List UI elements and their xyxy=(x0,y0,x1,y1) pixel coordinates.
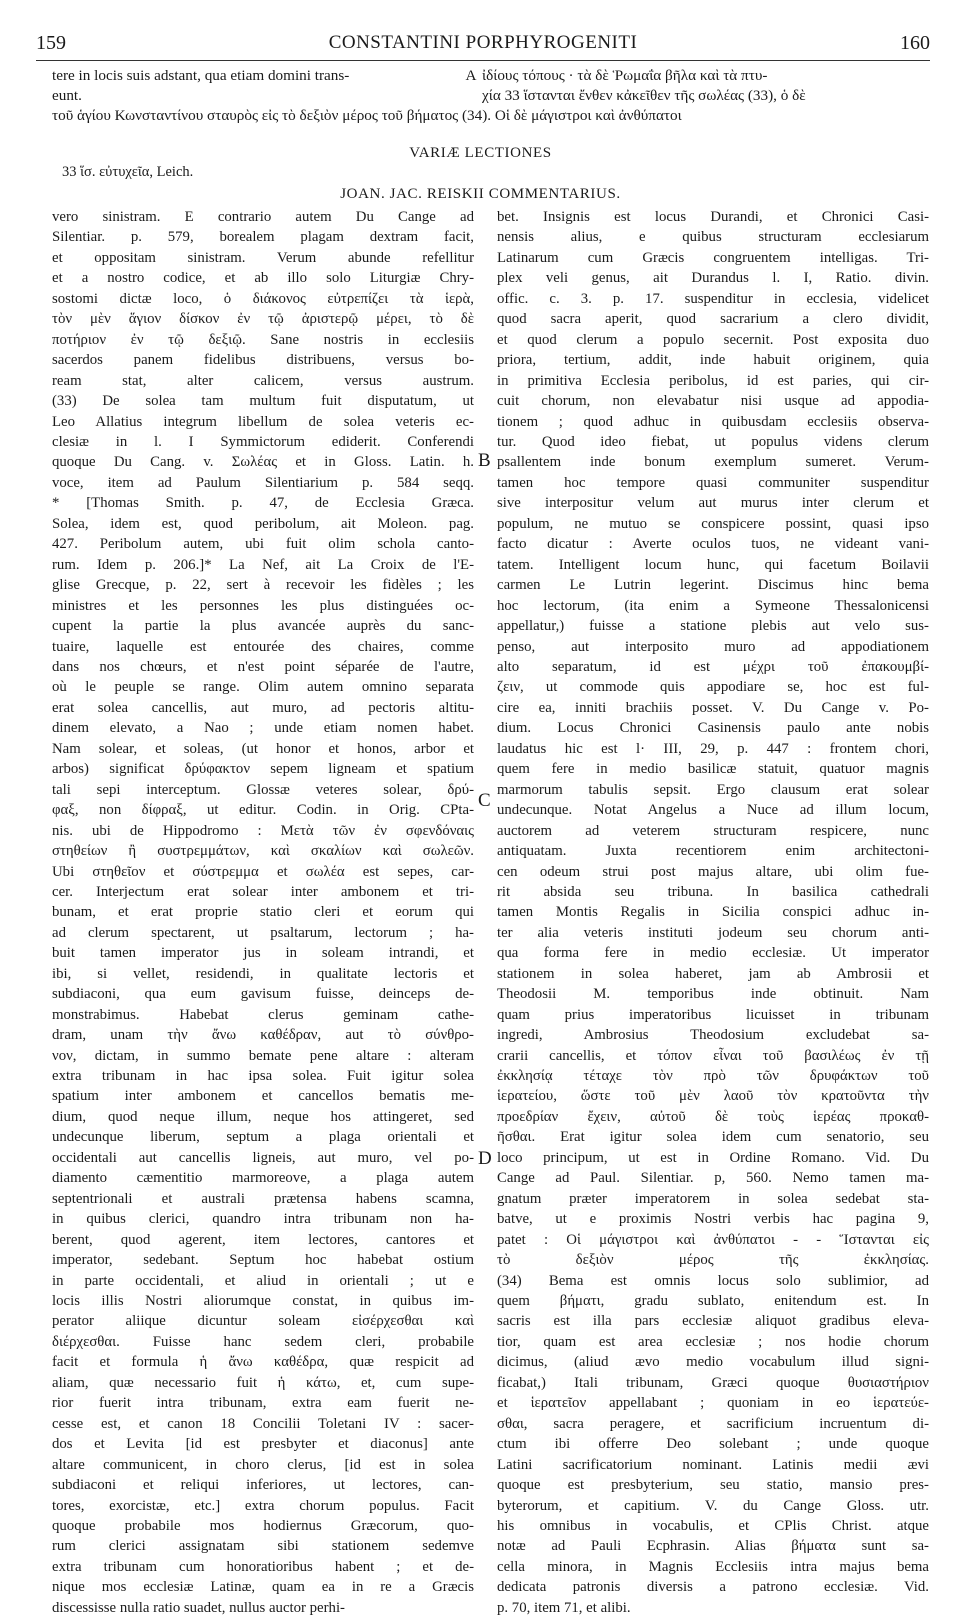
text-line: bunam, et erat proprie statio cleri et eorum qui xyxy=(52,904,474,921)
running-title: CONSTANTINI PORPHYROGENITI xyxy=(328,32,638,53)
main-text-greek-full: τοῦ ἁγίου Κωνσταντίνου σταυρὸς εἰς τὸ δεξιὸν μέρος τοῦ βήματος (34). Οἱ δὲ μάγιστροι καὶ ἀνθύπατοι xyxy=(52,107,682,124)
text-line: sacris est illa pars ecclesiæ aliquot gradibus eleva- xyxy=(497,1313,929,1330)
text-line: in primitiva Ecclesia peribolus, id est paries, qui cir- xyxy=(497,372,929,389)
text-line: (34) Bema est omnis locus solo sublimior, ad xyxy=(497,1272,929,1289)
text-line: διέρχεσθαι. Fuisse hanc sedem cleri, probabile xyxy=(52,1333,474,1350)
text-line: priora, tertium, addit, inde habuit originem, quia xyxy=(497,352,929,369)
text-line: cupent la partie la plus avancée auprès du sanc- xyxy=(52,618,474,635)
text-line: ποτήριον ἐν τῷ δεξιῷ. Sane nostris in ecclesiis xyxy=(52,331,474,348)
text-line: batve, ut e proximis Nostri verbis hac pagina 9, xyxy=(497,1211,929,1228)
text-line: bet. Insignis est locus Durandi, et Chronici Casi- xyxy=(497,209,929,225)
text-line: marmorum tabulis sepsit. Ergo clausum erat solear xyxy=(497,781,929,798)
text-line: nique mos ecclesiæ Latinæ, quam ea in re a Græcis xyxy=(52,1579,474,1596)
text-line: Latinarum cum Græcis congruentem intelligas. Tri- xyxy=(497,249,929,266)
text-line: dium. Locus Chronici Casinensis paulo ante nobis xyxy=(497,720,929,737)
text-line: Ubi στηθεῖον et σύστρεμμα et σωλέα est sepes, car- xyxy=(52,863,474,880)
text-line: facit et formula ἡ ἄνω καθέδρα, quæ respicit ad xyxy=(52,1354,474,1371)
text-line: populum, ne mutuo se conspicere possint, quasi ipso xyxy=(497,515,929,532)
text-line: et oppositam sinistram. Verum abunde refellitur xyxy=(52,249,474,266)
text-line: quoque probabile mos hodiernus Græcorum, quo- xyxy=(52,1518,474,1534)
text-line: hoc lectorum, (ita enim a Symeone Thessalonicensi xyxy=(497,597,929,614)
text-line: tionem ; quod adhuc in quibusdam ecclesiis observa- xyxy=(497,413,929,430)
text-line: erat solea cancellis, aut muro, ad pectoris altitu- xyxy=(52,699,474,716)
text-line: spatium inter ambonem et cancellos bematis me- xyxy=(52,1088,474,1105)
text-line: arbos) significat δρύφακτον sepem ligneam et spatium xyxy=(52,761,474,778)
text-line: facto dicatur : Averte oculos tuos, ne videant vani- xyxy=(497,536,929,553)
page-number-right: 160 xyxy=(900,32,930,54)
text-line: rior fuerit intra tribunam, extra eam fuerit ne- xyxy=(52,1395,474,1412)
section-marker-c: C xyxy=(478,790,491,811)
main-text-greek: ἰδίους τόπους · τὰ δὲ Ῥωμαΐα βῆλα καὶ τὰ πτυ- xyxy=(482,67,768,84)
text-line: dinem elevato, a Nao ; unde etiam nomen habet. xyxy=(52,720,474,737)
text-line: ibi, si vellet, residendi, in qualitate lectoris et xyxy=(52,965,474,982)
main-text xyxy=(52,66,932,126)
text-line: offic. c. 3. p. 17. suspenditur in ecclesia, videlicet xyxy=(497,290,929,307)
text-line: imperator, sedebant. Septum hoc habebat ostium xyxy=(52,1252,474,1269)
text-line: ῆσθαι. Erat igitur solea idem cum senatorio, seu xyxy=(497,1129,929,1146)
text-line: cesse est, et canon 18 Concilii Toletani IV : sacer- xyxy=(52,1415,474,1432)
text-line: septentrionali et australi prætensa habens scamna, xyxy=(52,1190,474,1207)
text-line: psallentem inde bonum exemplum sumeret. Verum- xyxy=(497,454,929,471)
text-line: cen odeum strui post majus altare, ubi olim fue- xyxy=(497,863,929,880)
text-line: undecunque liberum, septum a plaga orientali et xyxy=(52,1129,474,1146)
text-line: discessisse nulla ratio suadet, nullus auctor perhi- xyxy=(52,1599,345,1616)
text-line: dans nos chœurs, et n'est point séparée de l'autre, xyxy=(52,658,474,675)
text-line: ἱερατείου, ὥστε τοῦ μὲν λαοῦ τὸν κρατοῦντα τὴν xyxy=(497,1088,929,1105)
text-line: ad clerum spectarent, ut psaltarum, lectorum ; ha- xyxy=(52,924,474,941)
text-line: stationem in solea haberet, jam ab Ambrosii et xyxy=(497,965,929,982)
text-line: subdiaconi, qua eum gavisum fuisse, deinceps de- xyxy=(52,986,474,1003)
commentary-heading: JOAN. JAC. REISKII COMMENTARIUS. xyxy=(340,186,621,202)
text-line: dos et Levita [id est presbyter et diaconus] ante xyxy=(52,1436,474,1453)
text-line: quam prius imperatoribus licuisset in tribunam xyxy=(497,1006,929,1023)
text-line: notæ ad Pauli Ecphrasin. Alias βήματα sunt sa- xyxy=(497,1538,929,1555)
text-line: dedicata patronis diversis a patrono ecclesiæ. Vid. xyxy=(497,1579,929,1596)
text-line: subdiaconi et reliqui inferiores, ut lectores, can- xyxy=(52,1477,474,1494)
text-line: in quibus clerici, quandro intra tribunam non ha- xyxy=(52,1211,474,1228)
text-line: tores, exorcistæ, etc.] extra chorum populus. Facit xyxy=(52,1497,474,1514)
text-line: ream stat, alter calicem, versus austrum. xyxy=(52,372,474,389)
text-line: nensis alius, e quibus structuram ecclesiarum xyxy=(497,229,929,246)
text-line: quoque Du Cang. v. Σωλέας et in Gloss. Latin. h. xyxy=(52,454,474,471)
text-line: cire ea, inniti brachiis posset. V. Du Cange v. Po- xyxy=(497,699,929,716)
text-line: στηθείων ἢ συστρεμμάτων, καὶ σκαλίων καὶ σωλεῶν. xyxy=(52,843,474,860)
text-line: Solea, idem est, quod peribolum, ait Moleon. pag. xyxy=(52,515,474,532)
text-line: τὸ δεξιὸν μέρος τῆς ἐκκλησίας. xyxy=(497,1252,929,1269)
text-line: quoque est presbyterium, seu statio, mansio pres- xyxy=(497,1477,929,1494)
text-line: auctorem ad veterem structuram respicere, nunc xyxy=(497,822,929,839)
page-number-left: 159 xyxy=(36,32,66,54)
text-line: dram, unam τὴν ἄνω καθέδραν, aut τὸ σύνθρο- xyxy=(52,1027,474,1044)
text-line: crarii cancellis, et τόπον εἶναι τοῦ βασιλέως ἐν τῇ xyxy=(497,1047,929,1064)
text-line: extra tribunam in hac ipsa solea. Fuit igitur solea xyxy=(52,1068,474,1085)
text-line: perator aliique dicuntur soleam εἰσέρχεσθαι καὶ xyxy=(52,1313,474,1330)
text-line: p. 70, item 71, et alibi. xyxy=(497,1599,631,1616)
text-line: undecunque. Notat Angelus a Nuce ad illum locum, xyxy=(497,802,929,819)
text-line: nis. ubi de Hippodromo : Μετὰ τῶν ἐν σφενδόναις xyxy=(52,822,474,839)
section-marker-a: A xyxy=(465,67,477,84)
commentary-left-column xyxy=(52,207,474,1618)
text-line: ficabat,) Itali tribunam, Græci quoque θυσιαστήριον xyxy=(497,1374,929,1391)
text-line: his omnibus in vocabulis, et CPlis Christ. atque xyxy=(497,1518,929,1534)
text-line: sacerdos panem fidelibus distribuens, versus bo- xyxy=(52,352,474,369)
text-line: (33) De solea tam multum fuit disputatum, ut xyxy=(52,393,474,410)
text-line: laudatus hic est l· III, 29, p. 447 : frontem chori, xyxy=(497,740,929,757)
text-line: quem βήματι, gradu sublato, enitendum est. In xyxy=(497,1293,929,1310)
text-line: in parte occidentali, et aliud in orientali ; ut e xyxy=(52,1272,474,1289)
text-line: τὸν μὲν ἅγιον δίσκον ἐν τῷ ἀριστερῷ μέρει, τὸ δὲ xyxy=(52,311,474,328)
text-line: Theodosii M. temporibus inde obtinuit. Nam xyxy=(497,986,929,1003)
text-line: et a nostro codice, et ab illo solo Liturgiæ Chry- xyxy=(52,270,474,287)
text-line: dicimus, (aliud ævo medio vocabulum illud signi- xyxy=(497,1354,929,1371)
text-line: προεδρίαν ἔχειν, αὐτοῦ δὲ τοὺς ἱερέας προκαθ- xyxy=(497,1108,929,1125)
text-line: antiquatam. Juxta recentiorem enim architectoni- xyxy=(497,843,929,860)
text-line: sostomi dictæ loco, ὁ διάκονος εὐτρεπίζει τὰ ἱερὰ, xyxy=(52,290,474,307)
text-line: sive interpositur velum aut murus inter clerum et xyxy=(497,495,929,512)
main-text-greek: χία 33 ἵστανται ἔνθεν κἀκεῖθεν τῆς σωλέας (33), ὁ δὲ xyxy=(482,87,806,104)
variae-lectiones-heading: VARIÆ LECTIONES xyxy=(409,145,552,161)
text-line: tamen Montis Regalis in Sicilia conspici adhuc in- xyxy=(497,904,929,921)
variant-reading: 33 ἵσ. εὐτυχεῖα, Leich. xyxy=(62,164,194,180)
text-line: diamento cæmentitio marmoreove, a plaga autem xyxy=(52,1170,474,1187)
main-text-latin: eunt. xyxy=(52,87,82,104)
text-line: rum. Idem p. 206.]* La Nef, ait La Croix de l'E- xyxy=(52,556,474,573)
text-line: φαξ, non δίφραξ, ut editur. Codin. in Orig. CPta- xyxy=(52,802,474,819)
text-line: extra tribunam cum honoratioribus habent ; et de- xyxy=(52,1558,474,1575)
section-marker-d: D xyxy=(478,1148,492,1169)
text-line: patet : Οἱ μάγιστροι καὶ ἀνθύπατοι - - Ἵστανται εἰς xyxy=(497,1231,929,1248)
text-line: et quod clerum a populo secernit. Post exposita duo xyxy=(497,331,929,348)
text-line: Leo Allatius integrum libellum de solea veteris ec- xyxy=(52,413,474,430)
text-line: tuaire, laquelle est entourée des chaires, comme xyxy=(52,638,474,655)
text-line: vero sinistram. E contrario autem Du Cange ad xyxy=(52,209,474,225)
text-line: Nam solear, et soleas, (ut honor et honos, arbor et xyxy=(52,740,474,757)
text-line: νον, dictam, in summo bemate pene altare : alteram xyxy=(52,1047,474,1064)
text-line: cer. Interjectum erat solear inter ambonem et tri- xyxy=(52,883,474,900)
text-line: tali sepi interceptum. Glossæ veteres solear, δρύ- xyxy=(52,781,474,798)
header-rule xyxy=(36,60,930,61)
main-text-latin: tere in locis suis adstant, qua etiam domini trans- xyxy=(52,67,350,84)
text-line: dium, quod neque illum, neque hos attingeret, sed xyxy=(52,1108,474,1125)
text-line: Cange ad Paul. Silentiar. p, 560. Nemo tamen ma- xyxy=(497,1170,929,1187)
text-line: occidentali aut cancellis ligneis, aut muro, vel po- xyxy=(52,1149,474,1166)
commentary-right-column xyxy=(497,207,929,1618)
text-line: berent, quod agerent, item lectores, cantores et xyxy=(52,1231,474,1248)
text-line: tatem. Intelligent locum hunc, qui facetum Boilavii xyxy=(497,556,929,573)
main-text-line xyxy=(52,66,932,86)
text-line: plex veli genus, ait Durandus l. I, Ratio. divin. xyxy=(497,270,929,287)
section-marker-b: B xyxy=(478,450,491,471)
text-line: rit absida seu tribuna. In basilica cathedrali xyxy=(497,883,929,900)
text-line: carmen Le Lutrin legerint. Discimus hinc bema xyxy=(497,577,929,594)
text-line: rum clerici assignatam sibi stationem sedemve xyxy=(52,1538,474,1555)
text-line: quod sacra aperit, quod sacrarium a clero dividit, xyxy=(497,311,929,328)
text-line: monstrabimus. Habebat clerus geminam cathe- xyxy=(52,1006,474,1023)
text-line: Silentiar. p. 579, borealem plagam dextram facit, xyxy=(52,229,474,246)
text-line: ἐκκλησίᾳ τέταχε τὸν πρὸ τῶν δρυφάκτων τοῦ xyxy=(497,1068,929,1085)
text-line: qua forma fere in medio ecclesiæ. Ut imperator xyxy=(497,945,929,962)
text-line: quem fere in medio basilicæ statuit, quatuor magnis xyxy=(497,761,929,778)
text-line: loco principum, ut est in Ordine Romano. Vid. Du xyxy=(497,1149,929,1166)
text-line: tamen hoc tempore quasi communiter suspenditur xyxy=(497,474,929,491)
text-line: et ἱερατεῖον appellabant ; quoniam in eo ἱερατεύε- xyxy=(497,1395,929,1412)
text-line: altare communicent, in choro clerus, [id est in solea xyxy=(52,1456,474,1473)
text-line: clesiæ in l. I Symmictorum ediderit. Conferendi xyxy=(52,433,474,450)
text-line: glise Grecque, p. 22, sert à recevoir les fidèles ; les xyxy=(52,577,474,594)
text-line: ζειν, ut commode quis appodiare se, hoc est ful- xyxy=(497,679,929,696)
text-line: ingredi, Ambrosius Theodosium excludebat sa- xyxy=(497,1027,929,1044)
text-line: locis illis Nostri aliorumque constat, in quibus im- xyxy=(52,1293,474,1310)
main-text-line xyxy=(52,86,932,106)
text-line: gnatum præter imperatorem in solea sedebat sta- xyxy=(497,1190,929,1207)
text-line: alto separatum, id est μέχρι τοῦ ἐπακουμβί- xyxy=(497,658,929,675)
text-line: byterorum, et capitium. V. du Cange Gloss. utr. xyxy=(497,1497,929,1514)
text-line: Latini sacrificatorium nominant. Latinis medii ævi xyxy=(497,1456,929,1473)
text-line: tior, quam est area ecclesiæ ; nos hodie chorum xyxy=(497,1333,929,1350)
text-line: tur. Quod ideo fiebat, ut populus videns clerum xyxy=(497,433,929,450)
text-line: ctum ibi offerre Deo solebant ; unde quoque xyxy=(497,1436,929,1453)
text-line: aliam, quæ necessario fuit ἡ κάτω, et, cum supe- xyxy=(52,1374,474,1391)
text-line: * [Thomas Smith. p. 47, de Ecclesia Græca. xyxy=(52,495,474,512)
text-line: ministres et les personnes les plus distinguées oc- xyxy=(52,597,474,614)
text-line: buit tamen imperator jus in soleam intrandi, et xyxy=(52,945,474,962)
text-line: voce, item ad Paulum Silentiarium p. 584 seqq. xyxy=(52,474,474,491)
text-line: penso, aut interposito muro ad appodiationem xyxy=(497,638,929,655)
text-line: σθαι, sacra peragere, et sacrificium incruentum di- xyxy=(497,1415,929,1432)
text-line: ter alia veteris instituti jodeum seu chorum anti- xyxy=(497,924,929,941)
text-line: appellatur,) fuisse a statione plebis aut velo sus- xyxy=(497,618,929,635)
text-line: cuit chorum, non elevabatur nisi usque ad appodia- xyxy=(497,393,929,410)
text-line: où le peuple se range. Olim autem omnino separata xyxy=(52,679,474,696)
text-line: cella minora, in Magnis Ecclesiis intra majus bema xyxy=(497,1558,929,1575)
text-line: 427. Peribolum autem, ubi fuit olim schola canto- xyxy=(52,536,474,553)
page-header xyxy=(36,32,930,56)
